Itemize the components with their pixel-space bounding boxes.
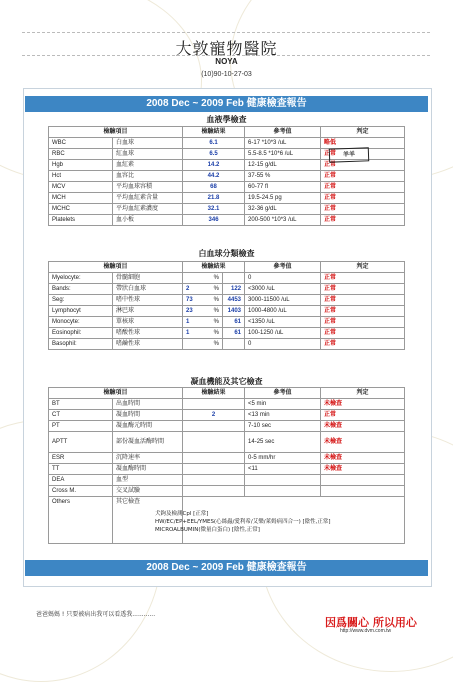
test-result: 2 [183,410,245,421]
judgement: 正常 [321,171,405,182]
reference-range: 12-15 g/dL [245,160,321,171]
column-header: 檢驗結果 [183,127,245,138]
column-header: 檢驗項目 [49,262,183,273]
judgement: 正常 [321,328,405,339]
test-name: 嗜鹼性球 [113,339,183,350]
test-code: MCH [49,193,113,204]
percent-sign: % [213,330,220,336]
test-count [223,273,245,284]
percent-sign: % [213,297,220,303]
judgement: 正常 [321,182,405,193]
others-note-line: 犬鉤及檢測Cpl [正常] [155,511,209,517]
judgement: 正常 [321,306,405,317]
reference-range: <5 min [245,399,321,410]
test-result [183,399,245,410]
table-row [49,486,405,497]
test-result [183,453,245,464]
test-name: 嗜中性球 [113,295,183,306]
reference-range: <13 min [245,410,321,421]
table-row [49,399,405,410]
table-row [49,171,405,182]
others-notes [155,510,405,534]
test-name: 紅血球 [113,149,183,160]
test-name: 白血球 [113,138,183,149]
test-code: MCV [49,182,113,193]
table-row [49,138,405,149]
blood-test-table [48,126,405,226]
table-row [49,464,405,475]
table-row [49,193,405,204]
test-name: 血紅素 [113,160,183,171]
reference-range: <11 [245,464,321,475]
column-header: 檢驗結果 [183,262,245,273]
reference-range: 19.5-24.5 pg [245,193,321,204]
test-name: 凝血時間 [113,410,183,421]
test-result [183,486,245,497]
table-header-row [49,262,405,273]
reference-range: 5.5-8.5 *10*6 /uL [245,149,321,160]
reference-range: 0 [245,339,321,350]
percent-value: 1 [186,319,190,325]
test-result: 32.1 [183,204,245,215]
test-name: 單核球 [113,317,183,328]
percent-sign: % [213,286,220,292]
reference-range [245,475,321,486]
table-row [49,328,405,339]
test-result [183,421,245,432]
table-row [49,453,405,464]
test-code: APTT [49,432,113,453]
judgement: 未檢查 [321,464,405,475]
header-divider [22,55,430,56]
judgement: 正常 [321,215,405,226]
test-result: 68 [183,182,245,193]
test-count: 61 [223,328,245,339]
test-code: BT [49,399,113,410]
percent-value: 73 [186,297,193,303]
reference-range: 0 [245,273,321,284]
test-result: 346 [183,215,245,226]
percent-value: 23 [186,308,193,314]
test-result: 6.5 [183,149,245,160]
footer-note: 爸爸媽媽 ! 只要被病出我可以看透我............ [36,611,156,618]
name-stamp: 羊羊 [329,147,369,162]
test-count [223,339,245,350]
test-code: Cross M. [49,486,113,497]
judgement: 正常 [321,284,405,295]
judgement: 未檢查 [321,453,405,464]
test-name: 凝血酶元時間 [113,421,183,432]
column-header: 判定 [321,262,405,273]
test-name: 平均血紅素含量 [113,193,183,204]
table-row [49,410,405,421]
test-code: Hgb [49,160,113,171]
test-count: 1403 [223,306,245,317]
judgement: 正常 [321,160,405,171]
test-code: WBC [49,138,113,149]
test-code: CT [49,410,113,421]
table-header-row [49,388,405,399]
judgement: 正常 [321,410,405,421]
others-note-line: HW/EC/EP+EEL/YMES(心絲蟲/愛利希/艾樂/萊姆病四合一) [陰性,正常] [155,519,331,525]
judgement: 略低 [321,138,405,149]
test-name: 嗜酸性球 [113,328,183,339]
test-percent [183,306,223,317]
test-code: Eosinophil: [49,328,113,339]
column-header: 判定 [321,127,405,138]
reference-range [245,486,321,497]
test-code: Seg: [49,295,113,306]
test-code: Bands: [49,284,113,295]
clinic-name: 大敦寵物醫院 [175,39,278,58]
percent-value: 2 [186,286,190,292]
test-name: 凝血酶時間 [113,464,183,475]
test-code: Monocyte: [49,317,113,328]
reference-range: 0-5 mm/hr [245,453,321,464]
test-percent [183,317,223,328]
reference-range: <3000 /uL [245,284,321,295]
table-row [49,182,405,193]
judgement [321,486,405,497]
table-row [49,215,405,226]
reference-range: 37-55 % [245,171,321,182]
test-name: 沉降速率 [113,453,183,464]
blood-section-title: 血液學檢查 [206,114,247,124]
judgement: 正常 [321,317,405,328]
reference-range: 100-1250 /uL [245,328,321,339]
column-header: 參考值 [245,262,321,273]
percent-sign: % [213,341,220,347]
test-name: 平均血球容積 [113,182,183,193]
percent-sign: % [213,308,220,314]
column-header: 檢驗項目 [49,127,183,138]
percent-sign: % [213,319,220,325]
test-code: PT [49,421,113,432]
report-date: (10)90-10-27-03 [201,71,252,78]
test-code: Hct [49,171,113,182]
reference-range: 200-500 *10*3 /uL [245,215,321,226]
percent-sign: % [213,275,220,281]
column-header: 檢驗項目 [49,388,183,399]
judgement [321,475,405,486]
test-percent [183,328,223,339]
column-header: 參考值 [245,388,321,399]
test-result [183,475,245,486]
test-name: 平均血紅素濃度 [113,204,183,215]
reference-range: 60-77 fl [245,182,321,193]
test-name: 血小板 [113,215,183,226]
test-code: Myelocyte: [49,273,113,284]
reference-range: 32-36 g/dL [245,204,321,215]
test-percent [183,284,223,295]
test-result [183,464,245,475]
table-row [49,306,405,317]
reference-range: 14-25 sec [245,432,321,453]
reference-range: <1350 /uL [245,317,321,328]
test-code: Platelets [49,215,113,226]
test-count: 4453 [223,295,245,306]
judgement: 正常 [321,193,405,204]
judgement: 正常 [321,339,405,350]
test-code: Lymphocyt [49,306,113,317]
footer-url: http://www.dvm.com.tw [340,628,392,634]
reference-range: 3000-11500 /uL [245,295,321,306]
judgement: 正常 [321,204,405,215]
test-name: 部份凝血活酶時間 [113,432,183,453]
test-result: 21.8 [183,193,245,204]
column-header: 檢驗結果 [183,388,245,399]
coag-section-title: 凝血機能及其它檢查 [190,376,263,386]
reference-range: 6-17 *10*3 /uL [245,138,321,149]
test-name: 淋巴球 [113,306,183,317]
report-banner-bottom: 2008 Dec ~ 2009 Feb 健康檢查報告 [25,560,428,576]
judgement: 未檢查 [321,432,405,453]
table-header-row [49,127,405,138]
test-code: RBC [49,149,113,160]
reference-range: 7-10 sec [245,421,321,432]
test-percent [183,273,223,284]
table-row [49,204,405,215]
table-row [49,284,405,295]
table-row [49,295,405,306]
column-header: 參考值 [245,127,321,138]
test-percent [183,295,223,306]
test-code: ESR [49,453,113,464]
test-result: 14.2 [183,160,245,171]
diff-section-title: 白血球分類檢查 [198,248,255,258]
test-name: 其它檢查 [113,497,183,544]
judgement: 正常 [321,295,405,306]
test-count: 122 [223,284,245,295]
test-name: 骨髓細胞 [113,273,183,284]
table-row [49,317,405,328]
test-result: 44.2 [183,171,245,182]
header-divider [22,32,430,33]
test-result [183,432,245,453]
test-name: 血型 [113,475,183,486]
diff-test-table [48,261,405,350]
judgement: 正常 [321,273,405,284]
footer-slogan: 因爲關心 所以用心 [325,616,417,629]
judgement: 未檢查 [321,421,405,432]
test-name: 帶狀白血球 [113,284,183,295]
table-row [49,421,405,432]
test-code: Others [49,497,113,544]
table-row [49,475,405,486]
test-code: MCHC [49,204,113,215]
report-banner-top: 2008 Dec ~ 2009 Feb 健康檢查報告 [25,96,428,112]
test-result: 6.1 [183,138,245,149]
reference-range: 1000-4800 /uL [245,306,321,317]
table-row [49,339,405,350]
others-note-line: MICROALBUMIN(微量白蛋白) [陰性,正常] [155,527,260,533]
patient-name: NOYA [215,57,238,66]
test-name: 出血時間 [113,399,183,410]
judgement: 正常 [321,149,405,160]
test-name: 交叉試驗 [113,486,183,497]
test-count: 61 [223,317,245,328]
test-name: 血容比 [113,171,183,182]
table-row [49,273,405,284]
column-header: 判定 [321,388,405,399]
table-row [49,432,405,453]
test-code: DEA [49,475,113,486]
test-percent [183,339,223,350]
test-code: Basophil: [49,339,113,350]
test-code: TT [49,464,113,475]
percent-value: 1 [186,330,190,336]
judgement: 未檢查 [321,399,405,410]
